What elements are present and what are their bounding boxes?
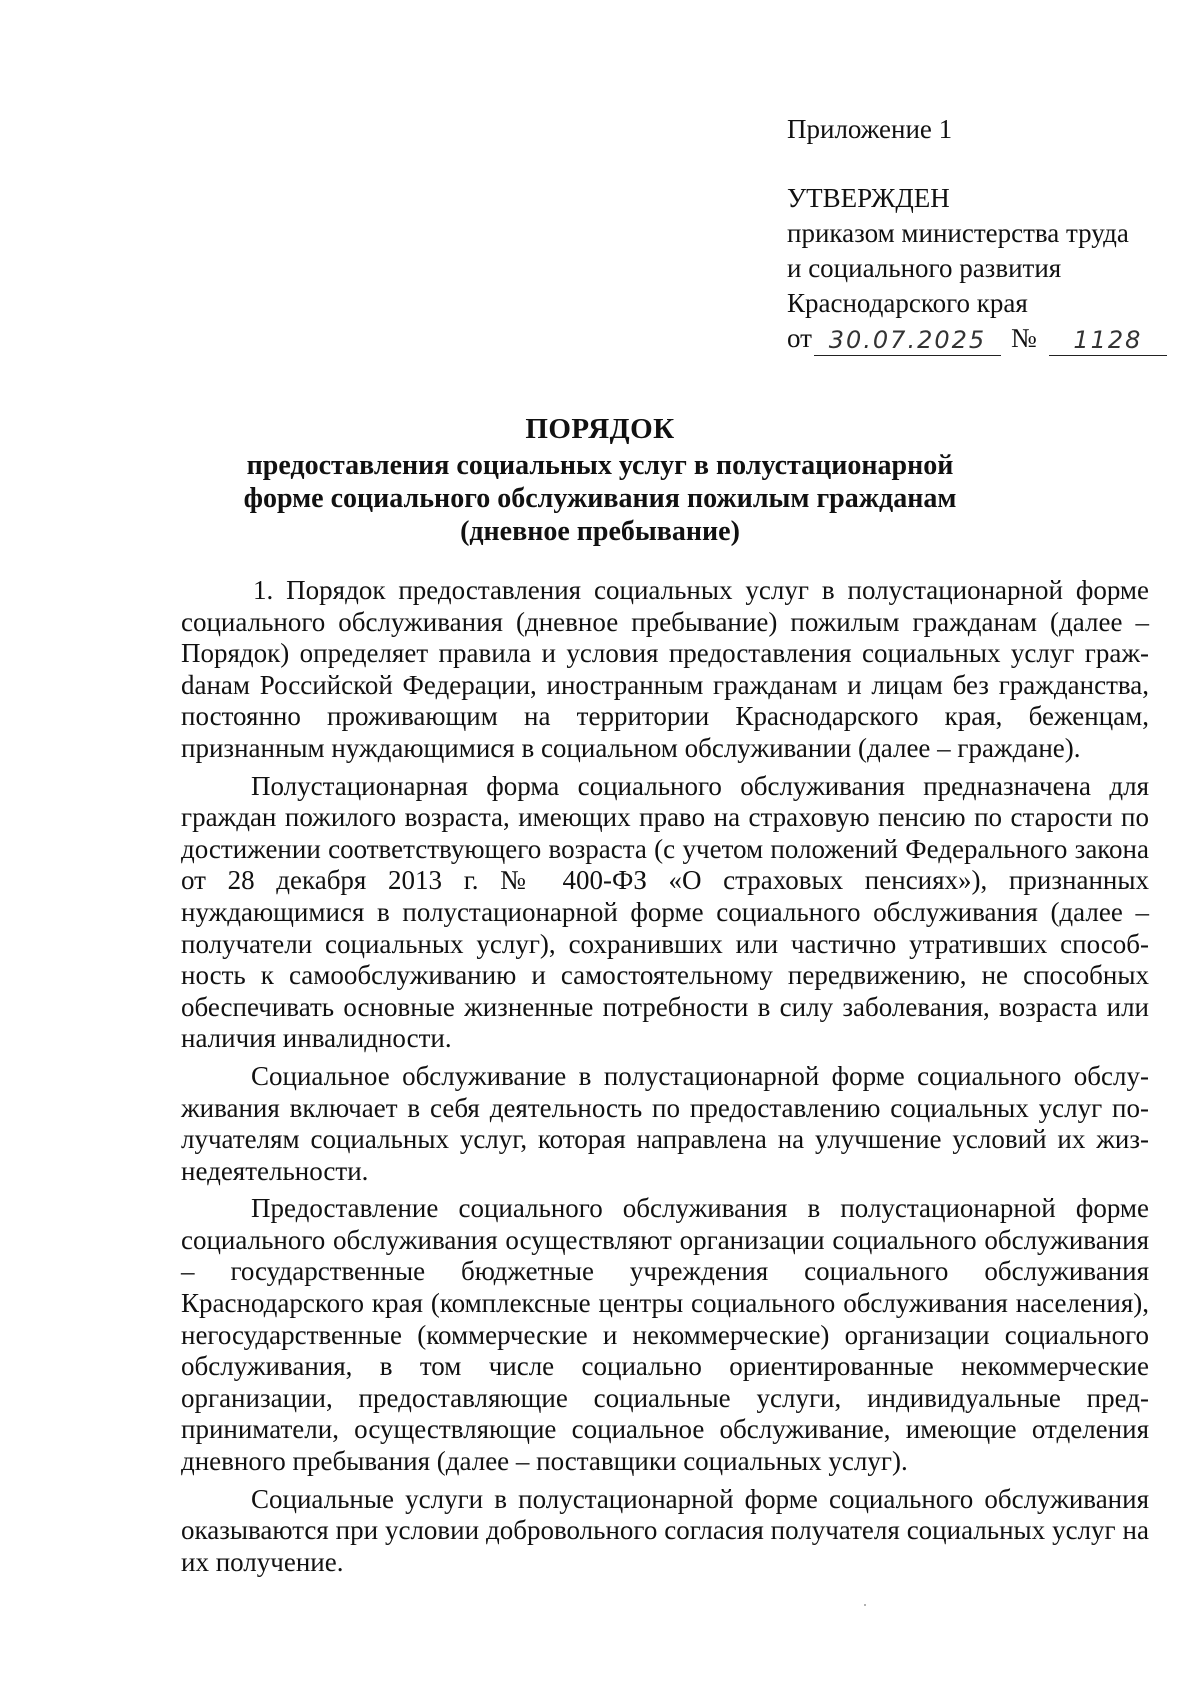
number-prefix: № [1010, 323, 1037, 353]
approval-line-3: Краснодарского края [787, 288, 1028, 318]
approval-stamp-block [787, 112, 1167, 356]
document-title: ПОРЯДОК [525, 413, 675, 445]
approved-label: УТВЕРЖДЕН [787, 183, 950, 213]
scan-speck [864, 1604, 866, 1606]
paragraph-4: Предоставление социального обслуживания в полустационарной форме социального обслуживания осуществляют организации социального обслуживания – государственные бюджетные учреждения социального обслуживания Краснодарского края (комплексные центры социального обслуживания населения), негосударственные (коммерческие и некоммерческие) организации социального обслуживания, в том числе социально ориентированные некоммерческие организации, предоставляющие социальные услуги, индивидуальные предприниматели, осуществляющие социальное обслуживание, имеющие отделения дневного пребывания (далее – поставщики социальных услуг). [181, 1193, 1149, 1477]
approval-line-1: приказом министерства труда [787, 218, 1129, 248]
handwritten-order-date: 30.07.2025 [814, 325, 1001, 356]
paragraph-3: Социальное обслуживание в полустационарной форме социального обслуживания включает в себя деятельность по предоставлению социальных услуг получателям социальных услуг, которая направлена на улучшение условий их жизнедеятельности. [181, 1060, 1149, 1186]
order-date-number-row [787, 321, 1167, 356]
paragraph-5: Социальные услуги в полустационарной форме социального обслуживания оказываются при условии добровольного согласия получателя социальных услуг на их получение. [181, 1483, 1149, 1577]
annex-label: Приложение 1 [787, 114, 953, 144]
date-prefix: от [787, 323, 812, 353]
document-subtitle-line-3: (дневное пребывание) [460, 516, 740, 547]
document-title-block [200, 413, 1000, 548]
approval-line-2: и социального развития [787, 253, 1062, 283]
paragraph-1: 1. Порядок предоставления социальных услуг в полустационарной форме социального обслуживания (дневное пребывание) пожилым гражданам (далее – Порядок) определяет правила и условия предоставления социальных услуг гражdанам Российской Федерации, иностранным гражданам и лицам без гражданства, постоянно проживающим на территории Краснодарского края, беженцам, признанным нуждающимися в социальном обслуживании (далее – граждане). [181, 575, 1149, 763]
document-body [181, 575, 1149, 1584]
document-subtitle-line-1: предоставления социальных услуг в полустационарной [246, 450, 954, 481]
handwritten-order-number: 1128 [1049, 325, 1167, 356]
document-subtitle-line-2: форме социального обслуживания пожилым гражданам [243, 483, 957, 514]
paragraph-2: Полустационарная форма социального обслуживания предназначена для граждан пожилого возраста, имеющих право на страховую пенсию по старости по достижении соответствующего возраста (с учетом положений Федерального закона от 28 декабря 2013 г. № 400-ФЗ «О страховых пенсиях»), признанных нуждающимися в полустационарной форме социального обслуживания (далее – получатели социальных услуг), сохранивших или частично утративших способность к самообслуживанию и самостоятельному передвижению, не способных обеспечивать основные жизненные потребности в силу заболевания, возраста или наличия инвалидности. [181, 770, 1149, 1054]
